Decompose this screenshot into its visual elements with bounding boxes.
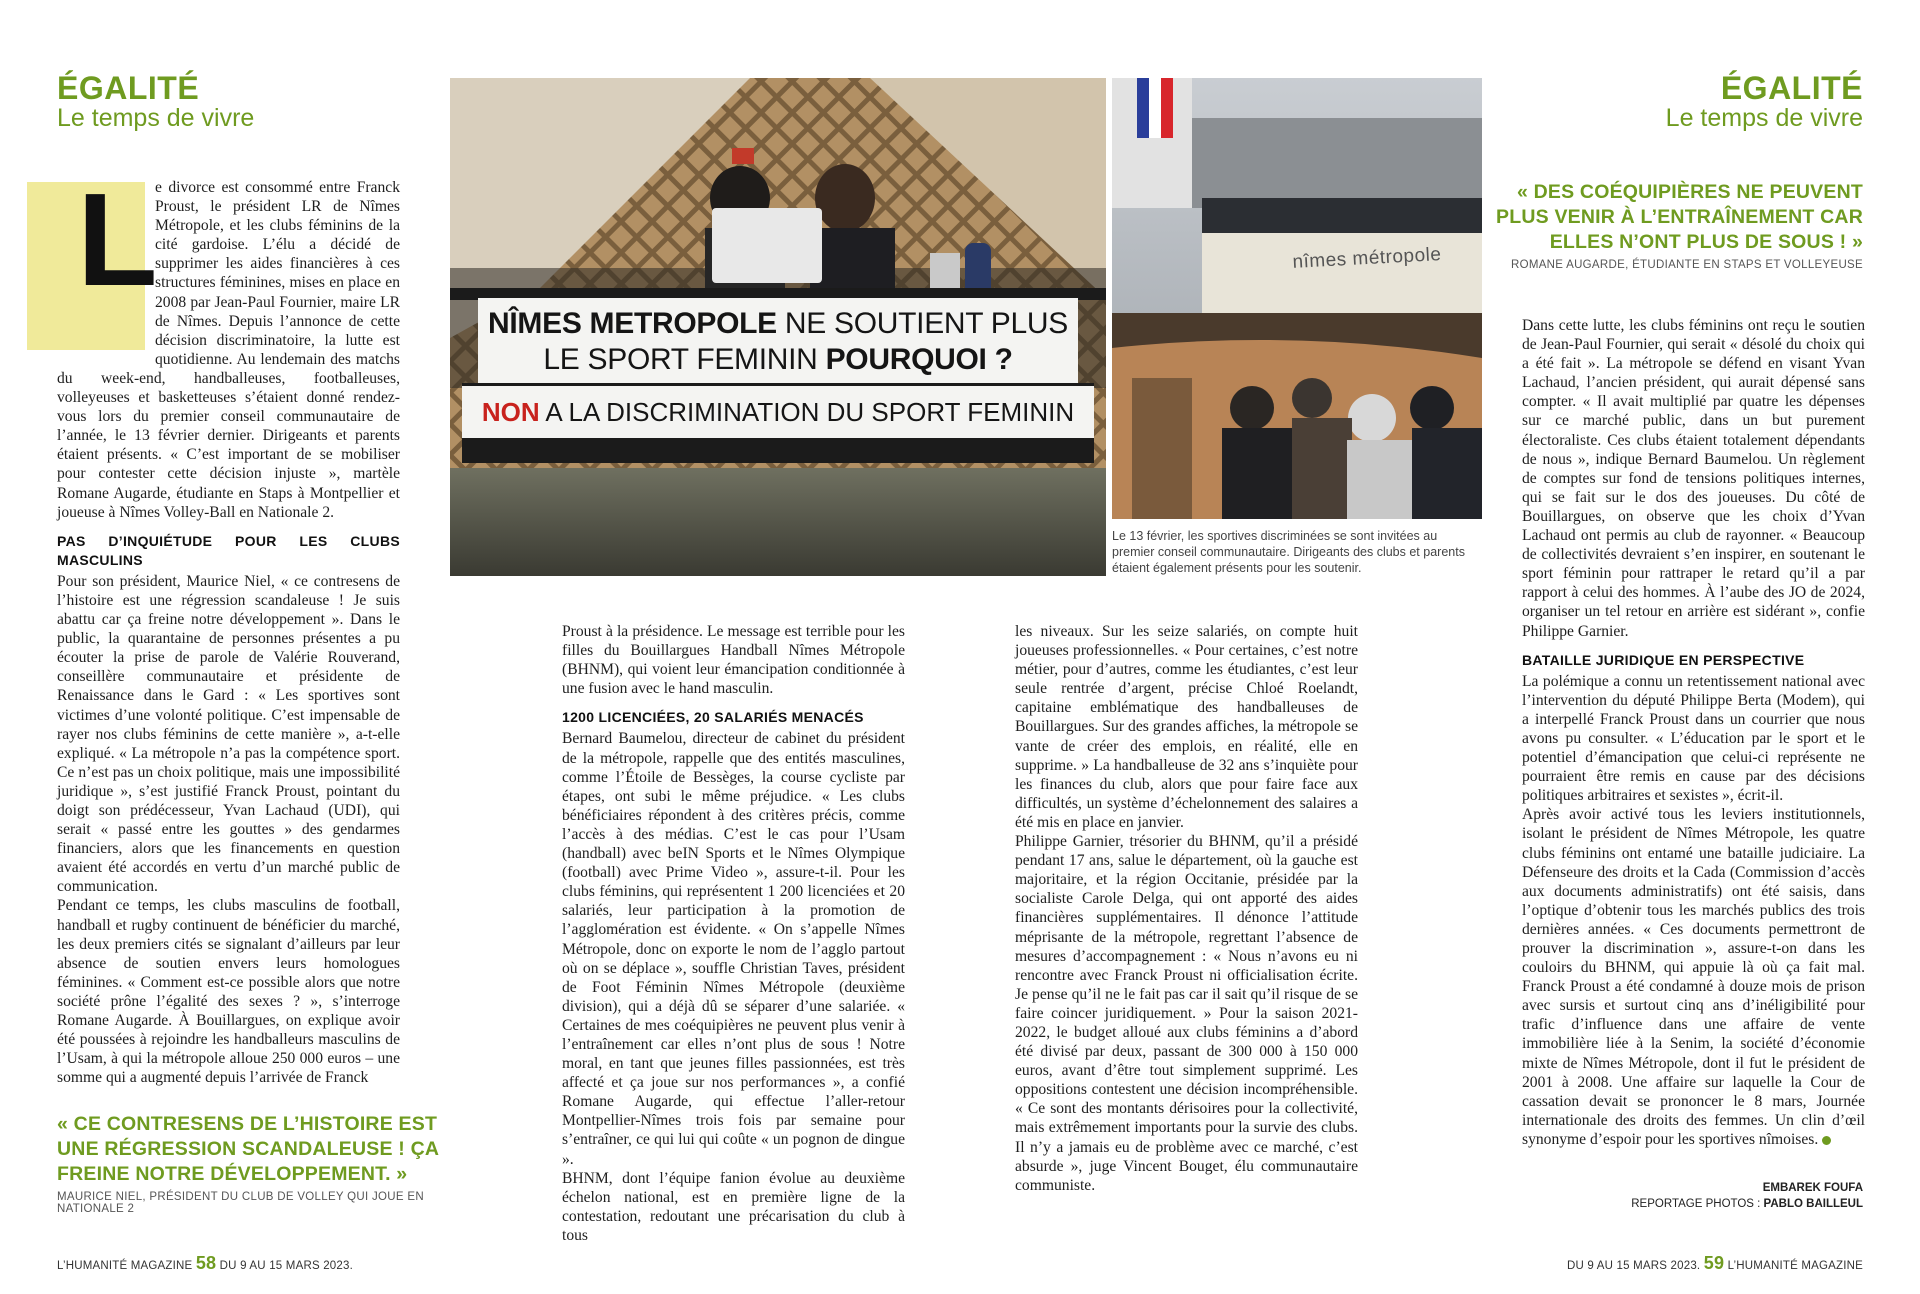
subheading-bataille: BATAILLE JURIDIQUE EN PERSPECTIVE [1522, 651, 1805, 668]
photo-banner-protest [450, 78, 1106, 576]
footer-left-date: DU 9 AU 15 MARS 2023. [219, 1260, 353, 1272]
pull-quote-right-text: « DES COÉQUIPIÈRES NE PEUVENT PLUS VENIR À L’ENTRAÎNEMENT CAR ELLES N’ONT PLUS DE SOUS ! » [1496, 181, 1863, 253]
left-rubric-subtitle: Le temps de vivre [57, 104, 255, 132]
article-paragraph: La polémique a connu un retentissement national avec l’intervention du député Philippe Berta (Modem), qui a interpellé Franck Proust dans un courrier que nous avons pu consulter. « L’éducation par le sport et le potentiel d’émancipation que celui-ci représente ne pourraient être remis en cause par des décisions politiques arbitraires et sexistes », écrit-il. [1522, 672, 1865, 805]
article-column-4 [1522, 316, 1865, 1149]
banner-line-3b: A LA DISCRIMINATION DU SPORT FEMININ [545, 397, 1075, 427]
right-rubric-title: ÉGALITÉ [1720, 70, 1863, 106]
article-column-1 [57, 166, 400, 1087]
article-paragraph [1522, 805, 1865, 1149]
article-column-3 [1015, 622, 1358, 1195]
article-paragraph: Pendant ce temps, les clubs masculins de football, handball et rugby continuent de bénéficier du marché, les deux premiers cités se signalant d’ailleurs par leur absence de soutien envers leurs homologues féminines. « Comment est-ce possible alors que notre société prône l’égalité des sexes ? », s’interroge Romane Augarde. À Bouillargues, on explique avoir été poussées à rejoindre les handballeurs masculins de l’Usam, à qui la métropole alloue 250 000 euros – une somme qui a augmenté depuis l’arrivée de Franck [57, 897, 400, 1087]
council-screen-text: nîmes métropole [1292, 244, 1442, 273]
left-rubric [57, 72, 254, 131]
footer-left-magazine: L’HUMANITÉ MAGAZINE [57, 1260, 193, 1272]
footer-right [1567, 1253, 1863, 1274]
author-name: EMBAREK FOUFA [1762, 1182, 1863, 1194]
pull-quote-right [1473, 180, 1863, 271]
article-paragraph: Dans cette lutte, les clubs féminins ont reçu le soutien de Jean-Paul Fournier, qui serait « désolé du choix qui a été fait ». La métropole se défend en visant Yvan Lachaud, l’ancien président, qui aurait dépensé sans compter. « Il avait multiplié par quatre les dépenses sur ce marché public, dans un but purement électoraliste. Ces clubs étaient totalement dépendants de nous », indique Bernard Baumelou. Un règlement de comptes sur fond de tensions politiques internes, qui se fait sur le dos des joueuses. Du côté de Bouillargues, on observe que les choix d’Yvan Lachaud ont permis au club de rayonner. « Beaucoup de collectivités devraient s’en inspirer, en soutenant le sport féminin pour rattraper le retard qu’il a par rapport à celui des hommes. À l’aube des JO de 2024, organiser un tel retour en arrière est sidérant », confie Philippe Garnier. [1522, 317, 1865, 640]
pull-quote-left [57, 1112, 477, 1215]
pull-quote-left-text: « CE CONTRESENS DE L’HISTOIRE EST UNE RÉGRESSION SCANDALEUSE ! ÇA FREINE NOTRE DÉVELOPPEMENT. » [57, 1113, 439, 1185]
pull-quote-left-attribution: MAURICE NIEL, PRÉSIDENT DU CLUB DE VOLLEY QUI JOUE EN NATIONALE 2 [57, 1191, 424, 1215]
footer-left-page-number: 58 [195, 1253, 217, 1273]
banner-line-3a: NON [481, 397, 540, 427]
right-rubric-subtitle: Le temps de vivre [1665, 104, 1863, 132]
photographer-name: PABLO BAILLEUL [1763, 1198, 1863, 1210]
banner-line-1b: NE SOUTIENT PLUS [784, 307, 1068, 340]
footer-right-date: DU 9 AU 15 MARS 2023. [1567, 1260, 1701, 1272]
photo-council-scene [1112, 78, 1482, 519]
banner-line-1a: NÎMES METROPOLE [488, 307, 777, 340]
article-paragraph: Proust à la présidence. Le message est terrible pour les filles du Bouillargues Handball Nîmes Métropole (BHNM), qui voient leur émancipation conditionnée à une fusion avec le hand masculin. [562, 623, 905, 698]
footer-right-page-number: 59 [1703, 1253, 1725, 1273]
footer-left [57, 1253, 353, 1274]
left-rubric-title: ÉGALITÉ [57, 70, 200, 106]
end-mark-icon [1822, 1136, 1831, 1145]
article-intro: e divorce est consommé entre Franck Proust, le président LR de Nîmes Métropole, et les clubs féminins de la cité gardoise. L’élu a décidé de supprimer les aides financières à ces structures féminines, mises en place en 2008 par Jean-Paul Fournier, maire LR de Nîmes. Depuis l’annonce de cette décision discriminatoire, la lutte est quotidienne. Au lendemain des matchs du week-end, handballeuses, footballeuses, volleyeuses et basketteuses s’étaient donné rendez-vous lors du premier conseil communautaire de l’année, le 13 février dernier. Dirigeants et parents étaient présents. « C’est important de se mobiliser pour contester cette décision injuste », martèle Romane Augarde, étudiante en Staps à Montpellier et joueuse à Nîmes Volley-Ball en Nationale 2. [57, 179, 400, 521]
banner-text-top [478, 306, 1078, 378]
article-paragraph: les niveaux. Sur les seize salariés, on compte huit joueuses professionnelles. « Pour certaines, c’est notre métier, pour d’autres, comme les étudiantes, c’est leur seule rentrée d’argent, précise Chloé Roelandt, capitaine emblématique des handballeuses de Bouillargues. Sur des grandes affiches, la métropole se vante de créer des emplois, en réalité, elle en supprime. » La handballeuse de 32 ans s’inquiète pour les finances du club, alors que pour faire face aux difficultés, un système d’échelonnement des salaires a été mis en place en janvier. [1015, 623, 1358, 831]
subheading-licenciees: 1200 LICENCIÉES, 20 SALARIÉS MENACÉS [562, 709, 864, 726]
photo-council-meeting [1112, 78, 1482, 519]
banner-text-bottom [464, 391, 1092, 433]
subheading-masculins: PAS D’INQUIÉTUDE POUR LES CLUBS MASCULINS [57, 532, 400, 568]
article-column-2 [562, 622, 905, 1245]
article-credits [1520, 1182, 1863, 1210]
pull-quote-right-attribution: ROMANE AUGARDE, ÉTUDIANTE EN STAPS ET VOLLEYEUSE [1510, 259, 1863, 271]
article-paragraph: Bernard Baumelou, directeur de cabinet du président de la métropole, rappelle que des entités masculines, comme l’Étoile de Bessèges, la course cycliste par étapes, ont subi le même préjudice. « Les clubs bénéficiaires répondent à des critères précis, comme l’accès à des médias. C’est le cas pour l’Usam (handball) avec beIN Sports et le Nîmes Olympique (football) avec Prime Video », assure-t-il. Pour les clubs féminins, qui représentent 1 200 licenciées et 20 salariés, leur participation à la promotion de l’agglomération est évidente. « On s’appelle Nîmes Métropole, donc on exporte le nom de l’agglo partout où on se déplace », souffle Christian Taves, président de Foot Féminin Nîmes Métropole (deuxième division), qui a déjà dû se séparer d’une salariée. « Certaines de mes coéquipières ne peuvent plus venir à l’entraînement car elles n’ont plus de sous ! Notre moral, en tant que jeunes filles passionnées, est très affecté et ça joue sur nos performances », a confié Romane Augarde, qui effectue l’aller-retour Montpellier-Nîmes trois fois par semaine pour s’entraîner, ce qui lui qui coûte « un pognon de dingue ». [562, 730, 905, 1168]
footer-right-magazine: L’HUMANITÉ MAGAZINE [1727, 1260, 1863, 1272]
article-paragraph: Philippe Garnier, trésorier du BHNM, qu’il a présidé pendant 17 ans, salue le département, où la gauche est majoritaire, et la région Occitanie, présidée par la socialiste Carole Delga, qui ont apporté des aides financières supplémentaires. Il dénonce l’attitude méprisante de la métropole, regrettant l’absence de mesures d’accompagnement : « Nous n’avons eu ni rencontre avec Franck Proust ni officialisation écrite. Je pense qu’il ne le fait pas car il sait qu’il risque de se faire coincer juridiquement. » Pour la saison 2021-2022, le budget alloué aux clubs féminins a d’abord été divisé par deux, passant de 300 000 à 150 000 euros, avant d’être tout simplement supprimé. Les oppositions contestent une décision incompréhensible. « Ce sont des montants dérisoires pour la collectivité, mais extrêmement importants pour la survie des clubs. Il n’y a jamais eu de problème avec ce marché, c’est absurde », juge Vincent Bouget, élu communautaire communiste. [1015, 833, 1358, 1194]
banner-line-2a: LE SPORT FEMININ [543, 343, 818, 376]
dropcap-letter: L [77, 166, 158, 313]
banner-line-2b: POURQUOI ? [825, 343, 1013, 376]
right-rubric [1666, 72, 1863, 131]
dropcap-box [27, 166, 158, 350]
photo-caption: Le 13 février, les sportives discriminées se sont invitées au premier conseil communautaire. Dirigeants des clubs et parents étaient également présents pour les soutenir. [1112, 529, 1465, 575]
photo-credit-label: REPORTAGE PHOTOS : [1631, 1198, 1761, 1210]
article-paragraph: Pour son président, Maurice Niel, « ce contresens de l’histoire est une régression scandaleuse ! Je suis abattu car ça freine notre développement ». Dans le public, la quarantaine de personnes présentes a pu écouter la prise de parole de Valérie Rouverand, conseillère communautaire et présidente de Renaissance dans le Gard : « Les sportives sont victimes d’une volonté politique. C’est impensable de rayer nos clubs féminins de cette manière », a-t-elle expliqué. « La métropole n’a pas la compétence sport. Ce n’est pas un choix politique, mais une impossibilité juridique », s’est justifié Franck Proust, pointant du doigt son prédécesseur, Yvan Lachaud (UDI), qui serait « passé entre les gouttes » des gendarmes financiers, alors que les financements en question avaient été accordés en vertu d’un marché public de communication. [57, 572, 400, 896]
article-paragraph: BHNM, dont l’équipe fanion évolue au deuxième échelon national, est en première ligne de la contestation, redoutant une précarisation du club à tous [562, 1169, 905, 1244]
article-paragraph-text: Après avoir activé tous les leviers institutionnels, isolant le président de Nîmes Métropole, les quatre clubs féminins ont entamé une bataille judiciaire. La Défenseure des droits et la Cada (Commission d’accès aux documents administratifs) ont été saisis, dans l’optique d’obtenir tous les marchés publics des trois dernières années. « Ces documents permettront de prouver la discrimination », assure-t-on dans les couloirs du BHNM, qui appuie là où ça fait mal. Franck Proust a été condamné à douze mois de prison avec sursis et surtout cinq ans d’inéligibilité pour trafic d’influence dans une affaire de vente immobilière liée à la Senim, la société d’économie mixte de Nîmes Métropole, dont il fut le président de 2001 à 2008. Une affaire sur laquelle la Cour de cassation devait se prononcer le 8 mars, Journée internationale des droits des femmes. Un clin d’œil synonyme d’espoir pour les sportives nîmoises. [1522, 806, 1865, 1148]
